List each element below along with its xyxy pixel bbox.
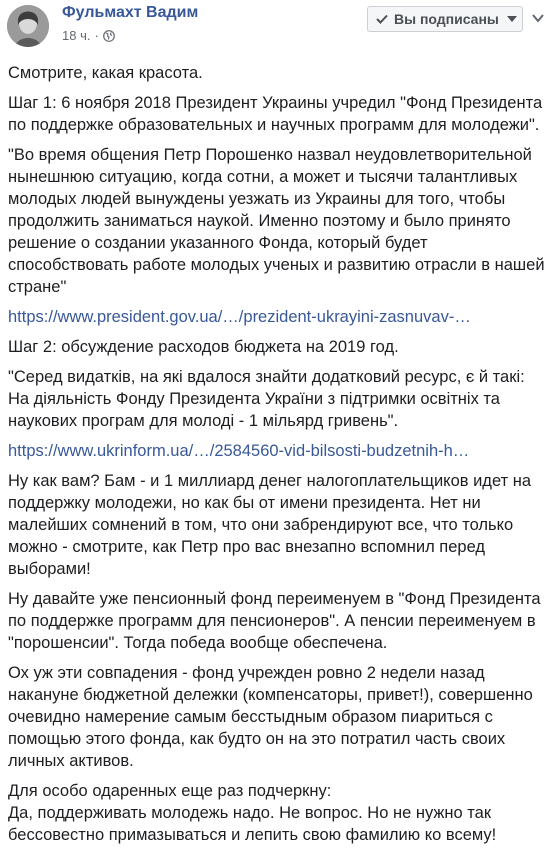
author-name[interactable]: Фульмахт Вадим: [62, 4, 199, 21]
checkmark-icon: [376, 14, 388, 24]
paragraph-intro: Смотрите, какая красота.: [8, 64, 203, 82]
post-options-icon[interactable]: [531, 11, 545, 25]
paragraph-comment-1: Ну как вам? Бам - и 1 миллиард денег налогоплательщиков идет на поддержку молодежи, но как бы от имени президента. Нет ни малейших сомнений в том, что они забрендируют все, что только можно - смотрите, как Петр про вас внезапно вспомнил перед выборами!: [8, 472, 531, 578]
paragraph-comment-3: Ох уж эти совпадения - фонд учрежден ровно 2 недели назад накануне бюджетной дележки (компенсаторы, привет!), совершенно очевидно намерение самым бесстыдным образом пиариться с помощью этого фонда, как будто он на это потратил часть своих личных активов.: [8, 664, 533, 770]
paragraph-step-1: Шаг 1: 6 ноября 2018 Президент Украины учредил "Фонд Президента по поддержке образовательных и научных программ для молодежи".: [8, 94, 543, 134]
paragraph-comment-2: Ну давайте уже пенсионный фонд переименуем в "Фонд Президента по поддержке программ для пенсионеров". А пенсии переименуем в "порошенсии". Тогда победа вообще обеспечена.: [8, 590, 541, 652]
link-president-gov[interactable]: https://www.president.gov.ua/…/prezident-ukrayini-zasnuvav-…: [8, 308, 471, 326]
link-ukrinform[interactable]: https://www.ukrinform.ua/…/2584560-vid-bilsosti-budzetnih-h…: [8, 442, 470, 460]
post-text: [8, 62, 548, 854]
following-button-label: Вы подписаны: [394, 11, 499, 27]
following-button[interactable]: [367, 6, 523, 32]
chevron-down-icon: [507, 16, 517, 22]
post-meta: [62, 28, 115, 43]
paragraph-quote-2: "Серед видатків, на які вдалося знайти додатковий ресурс, є й такі: На діяльність Фонду Президента України з підтримки освітніх та наукових програм для молоді - 1 мільярд гривень".: [8, 368, 525, 430]
paragraph-step-2: Шаг 2: обсуждение расходов бюджета на 2019 год.: [8, 338, 399, 356]
avatar[interactable]: [7, 5, 49, 47]
post-time[interactable]: 18 ч.: [62, 28, 91, 43]
paragraph-quote-1: "Во время общения Петр Порошенко назвал неудовлетворительной нынешнюю ситуацию, когда сотни, а может и тысячи талантливых молодых людей вынуждены уезжать из Украины для того, чтобы продолжить заниматься наукой. Именно поэтому и было принято решение о создании указанного Фонда, который будет способствовать работе молодых ученых и развитию отрасли в нашей стране": [8, 146, 545, 296]
globe-icon: [103, 30, 115, 42]
post-header: [0, 0, 552, 56]
meta-separator: ·: [94, 28, 99, 43]
paragraph-conclusion: Для особо одаренных еще раз подчеркну: Да, поддерживать молодежь надо. Не вопрос. Но не нужно так бессовестно примазываться и лепить свою фамилию ко всему!: [8, 782, 497, 844]
